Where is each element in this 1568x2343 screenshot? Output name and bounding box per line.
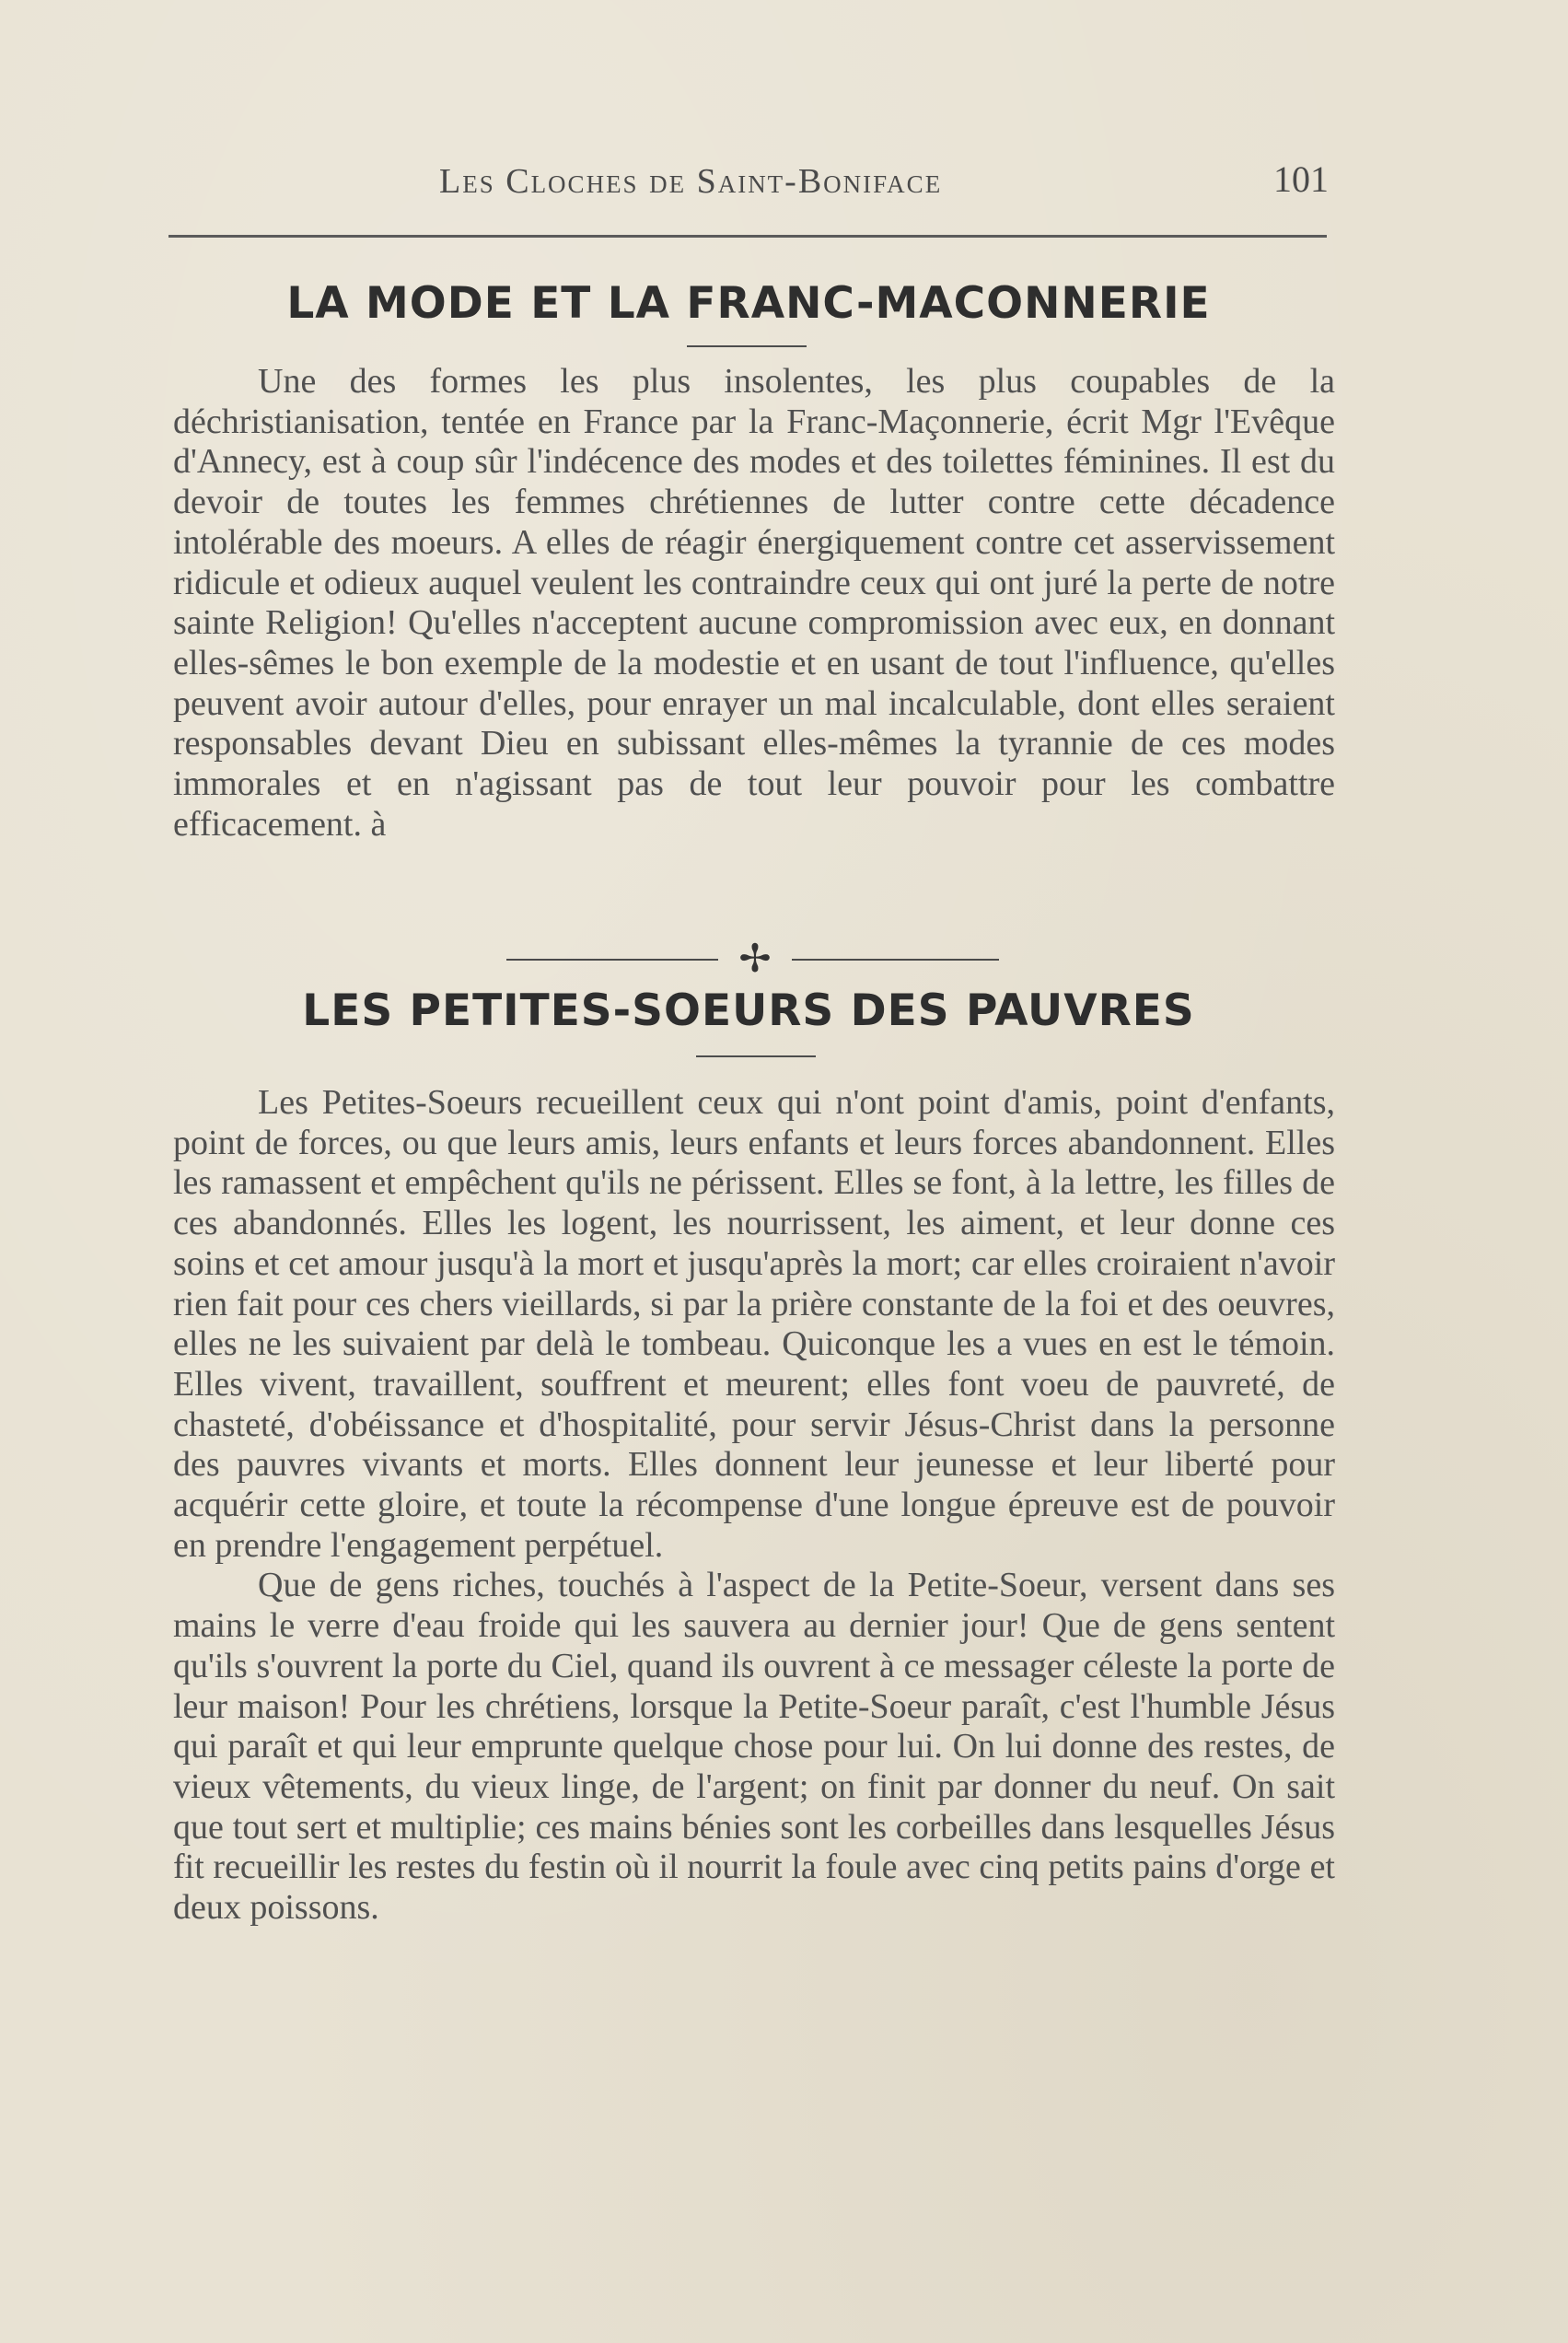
cross-ornament-icon: ✢: [738, 936, 772, 981]
section-title-rule: [696, 1055, 816, 1057]
paragraph: Une des formes les plus insolentes, les plus coupables de la déchristianisation, tentée en France par la Franc-Maçonnerie, écrit Mgr l'Evêque d'Annecy, est à coup sûr l'indécence des modes et des toilettes féminines. Il est du devoir de toutes les femmes chrétiennes de lutter contre cette décadence intolérable des moeurs. A elles de réagir énergiquement contre cet asservissement ridicule et odieux auquel veulent les contraindre ceux qui ont juré la perte de notre sainte Religion! Qu'elles n'acceptent aucune compromission avec eux, en donnant elles-sêmes le bon exemple de la modestie et en usant de tout l'influence, qu'elles peuvent avoir autour d'elles, pour enrayer un mal incalculable, dont elles seraient responsables devant Dieu en subissant elles-mêmes la tyrannie de ces modes immorales et en n'agissant pas de tout leur pouvoir pour les combattre efficacement. à: [173, 362, 1335, 844]
paragraph: Que de gens riches, touchés à l'aspect de la Petite-Soeur, versent dans ses mains le verre d'eau froide qui les sauvera au dernier jour! Que de gens sentent qu'ils s'ouvrent la porte du Ciel, quand ils ouvrent à ce messager céleste la porte de leur maison! Pour les chrétiens, lorsque la Petite-Soeur paraît, c'est l'humble Jésus qui paraît et qui leur emprunte quelque chose pour lui. On lui donne des restes, de vieux vêtements, du vieux linge, de l'argent; on finit par donner du neuf. On sait que tout sert et multiplie; ces mains bénies sont les corbeilles dans lesquelles Jésus fit recueillir les restes du festin où il nourrit la foule avec cinq petits pains d'orge et deux poissons.: [173, 1566, 1335, 1928]
divider-line-right: [792, 959, 999, 961]
page-number: 101: [1273, 158, 1329, 200]
divider-line-left: [506, 959, 718, 961]
paragraph: Les Petites-Soeurs recueillent ceux qui n'ont point d'amis, point d'enfants, point de forces, ou que leurs amis, leurs enfants et leurs forces abandonnent. Elles les ramassent et empêchent qu'ils ne périssent. Elles se font, à la lettre, les filles de ces abandonnés. Elles les logent, les nourrissent, les aiment, et leur donne ces soins et cet amour jusqu'à la mort et jusqu'après la mort; car elles croiraient n'avoir rien fait pour ces chers vieillards, si par la prière constante de la foi et des oeuvres, elles ne les suivaient par delà le tombeau. Quiconque les a vues en est le témoin. Elles vivent, travaillent, souffrent et meurent; elles font voeu de pauvreté, de chasteté, d'obéissance et d'hospitalité, pour servir Jésus-Christ dans la personne des pauvres vivants et morts. Elles donnent leur jeunesse et leur liberté pour acquérir cette gloire, et toute la récompense d'une longue épreuve est de pouvoir en prendre l'engagement perpétuel.: [173, 1083, 1335, 1565]
section-title-rule: [687, 345, 807, 347]
section-divider: [506, 936, 999, 981]
header-rule: [168, 235, 1327, 238]
running-title: Les Cloches de Saint-Boniface: [439, 162, 943, 201]
section-title-petites-soeurs: LES PETITES-SOEURS DES PAUVRES: [302, 985, 1195, 1036]
article-petites-soeurs-body: [173, 1083, 1335, 1929]
running-header: [168, 158, 1329, 207]
section-title-mode: LA MODE ET LA FRANC-MACONNERIE: [286, 278, 1211, 329]
article-mode-body: [173, 362, 1335, 845]
